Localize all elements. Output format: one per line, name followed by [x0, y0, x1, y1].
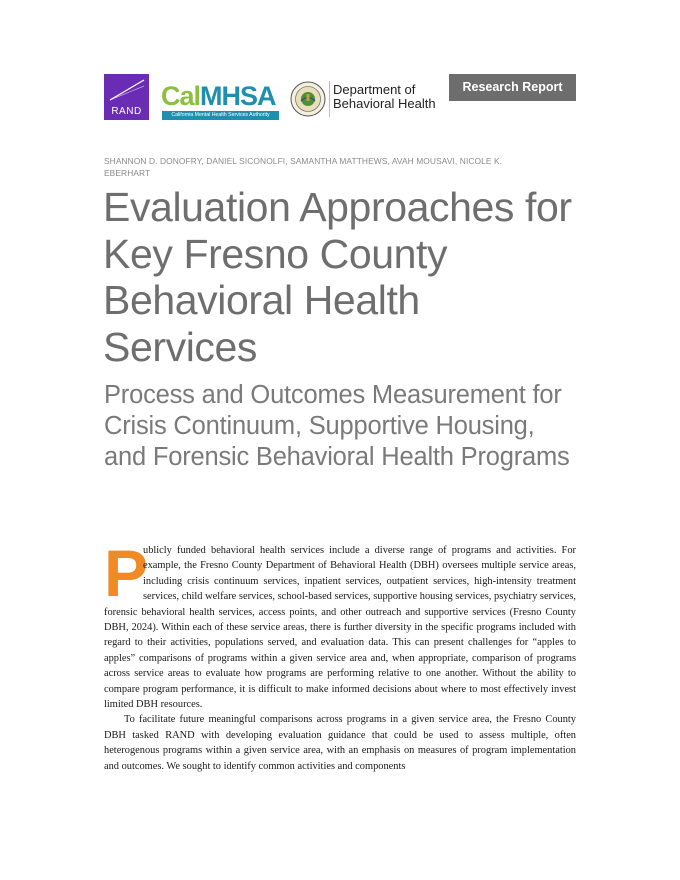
dbh-line-1: Department of	[333, 82, 416, 97]
calmhsa-tagline: California Mental Health Services Authority	[162, 111, 279, 120]
report-title: Evaluation Approaches for Key Fresno County Behavioral Health Services	[103, 184, 572, 370]
paragraph-1	[104, 536, 576, 712]
logo-divider	[329, 81, 330, 117]
fresno-county-seal-icon	[290, 81, 326, 117]
paragraph-2: To facilitate future meaningful comparisons across programs in a given service area, the Fresno County DBH tasked RAND with developing evaluation guidance that could be used to assess multiple, often heterogenous programs within a given service area, with an emphasis on measures of program implementation and outcomes. We sought to identify common activities and components	[104, 714, 576, 772]
paragraph-1-text: ublicly funded behavioral health services include a diverse range of programs and activities. For example, the Fresno County Department of Behavioral Health (DBH) oversees multiple service areas, including crisis continuum services, inpatient services, outpatient services, high-intensity treatment services, child welfare services, school-based services, supportive housing services, psychiatry services, forensic behavioral health services, access points, and other outreach and supportive services (Fresno County DBH, 2024). Within each of these service areas, there is further diversity in the specific programs included with regard to their activities, populations served, and evaluation data. This can present challenges for “apples to apples” comparisons of programs within a given service area and, when appropriate, comparison of programs across service areas to evaluate how programs are performing relative to one another. Without the ability to compare program performance, it is difficult to make informed decisions about where to most effectively invest limited DBH resources.	[104, 545, 576, 711]
drop-cap: P	[104, 536, 149, 610]
research-report-badge: Research Report	[449, 74, 576, 101]
calmhsa-logo	[161, 82, 282, 120]
report-subtitle: Process and Outcomes Measurement for Crisis Continuum, Supportive Housing, and Forensic Behavioral Health Programs	[104, 381, 570, 471]
dbh-logo-text	[333, 83, 436, 111]
calmhsa-mhsa: MHSA	[200, 81, 276, 111]
calmhsa-wordmark	[161, 82, 276, 110]
dbh-line-2: Behavioral Health	[333, 96, 436, 111]
calmhsa-cal: Cal	[161, 81, 201, 111]
author-list: SHANNON D. DONOFRY, DANIEL SICONOLFI, SAMANTHA MATTHEWS, AVAH MOUSAVI, NICOLE K. EBERHART	[104, 156, 503, 178]
body-text	[104, 536, 576, 774]
header	[104, 74, 576, 122]
rand-logo	[104, 74, 149, 120]
rand-logo-text: RAND	[111, 106, 142, 117]
